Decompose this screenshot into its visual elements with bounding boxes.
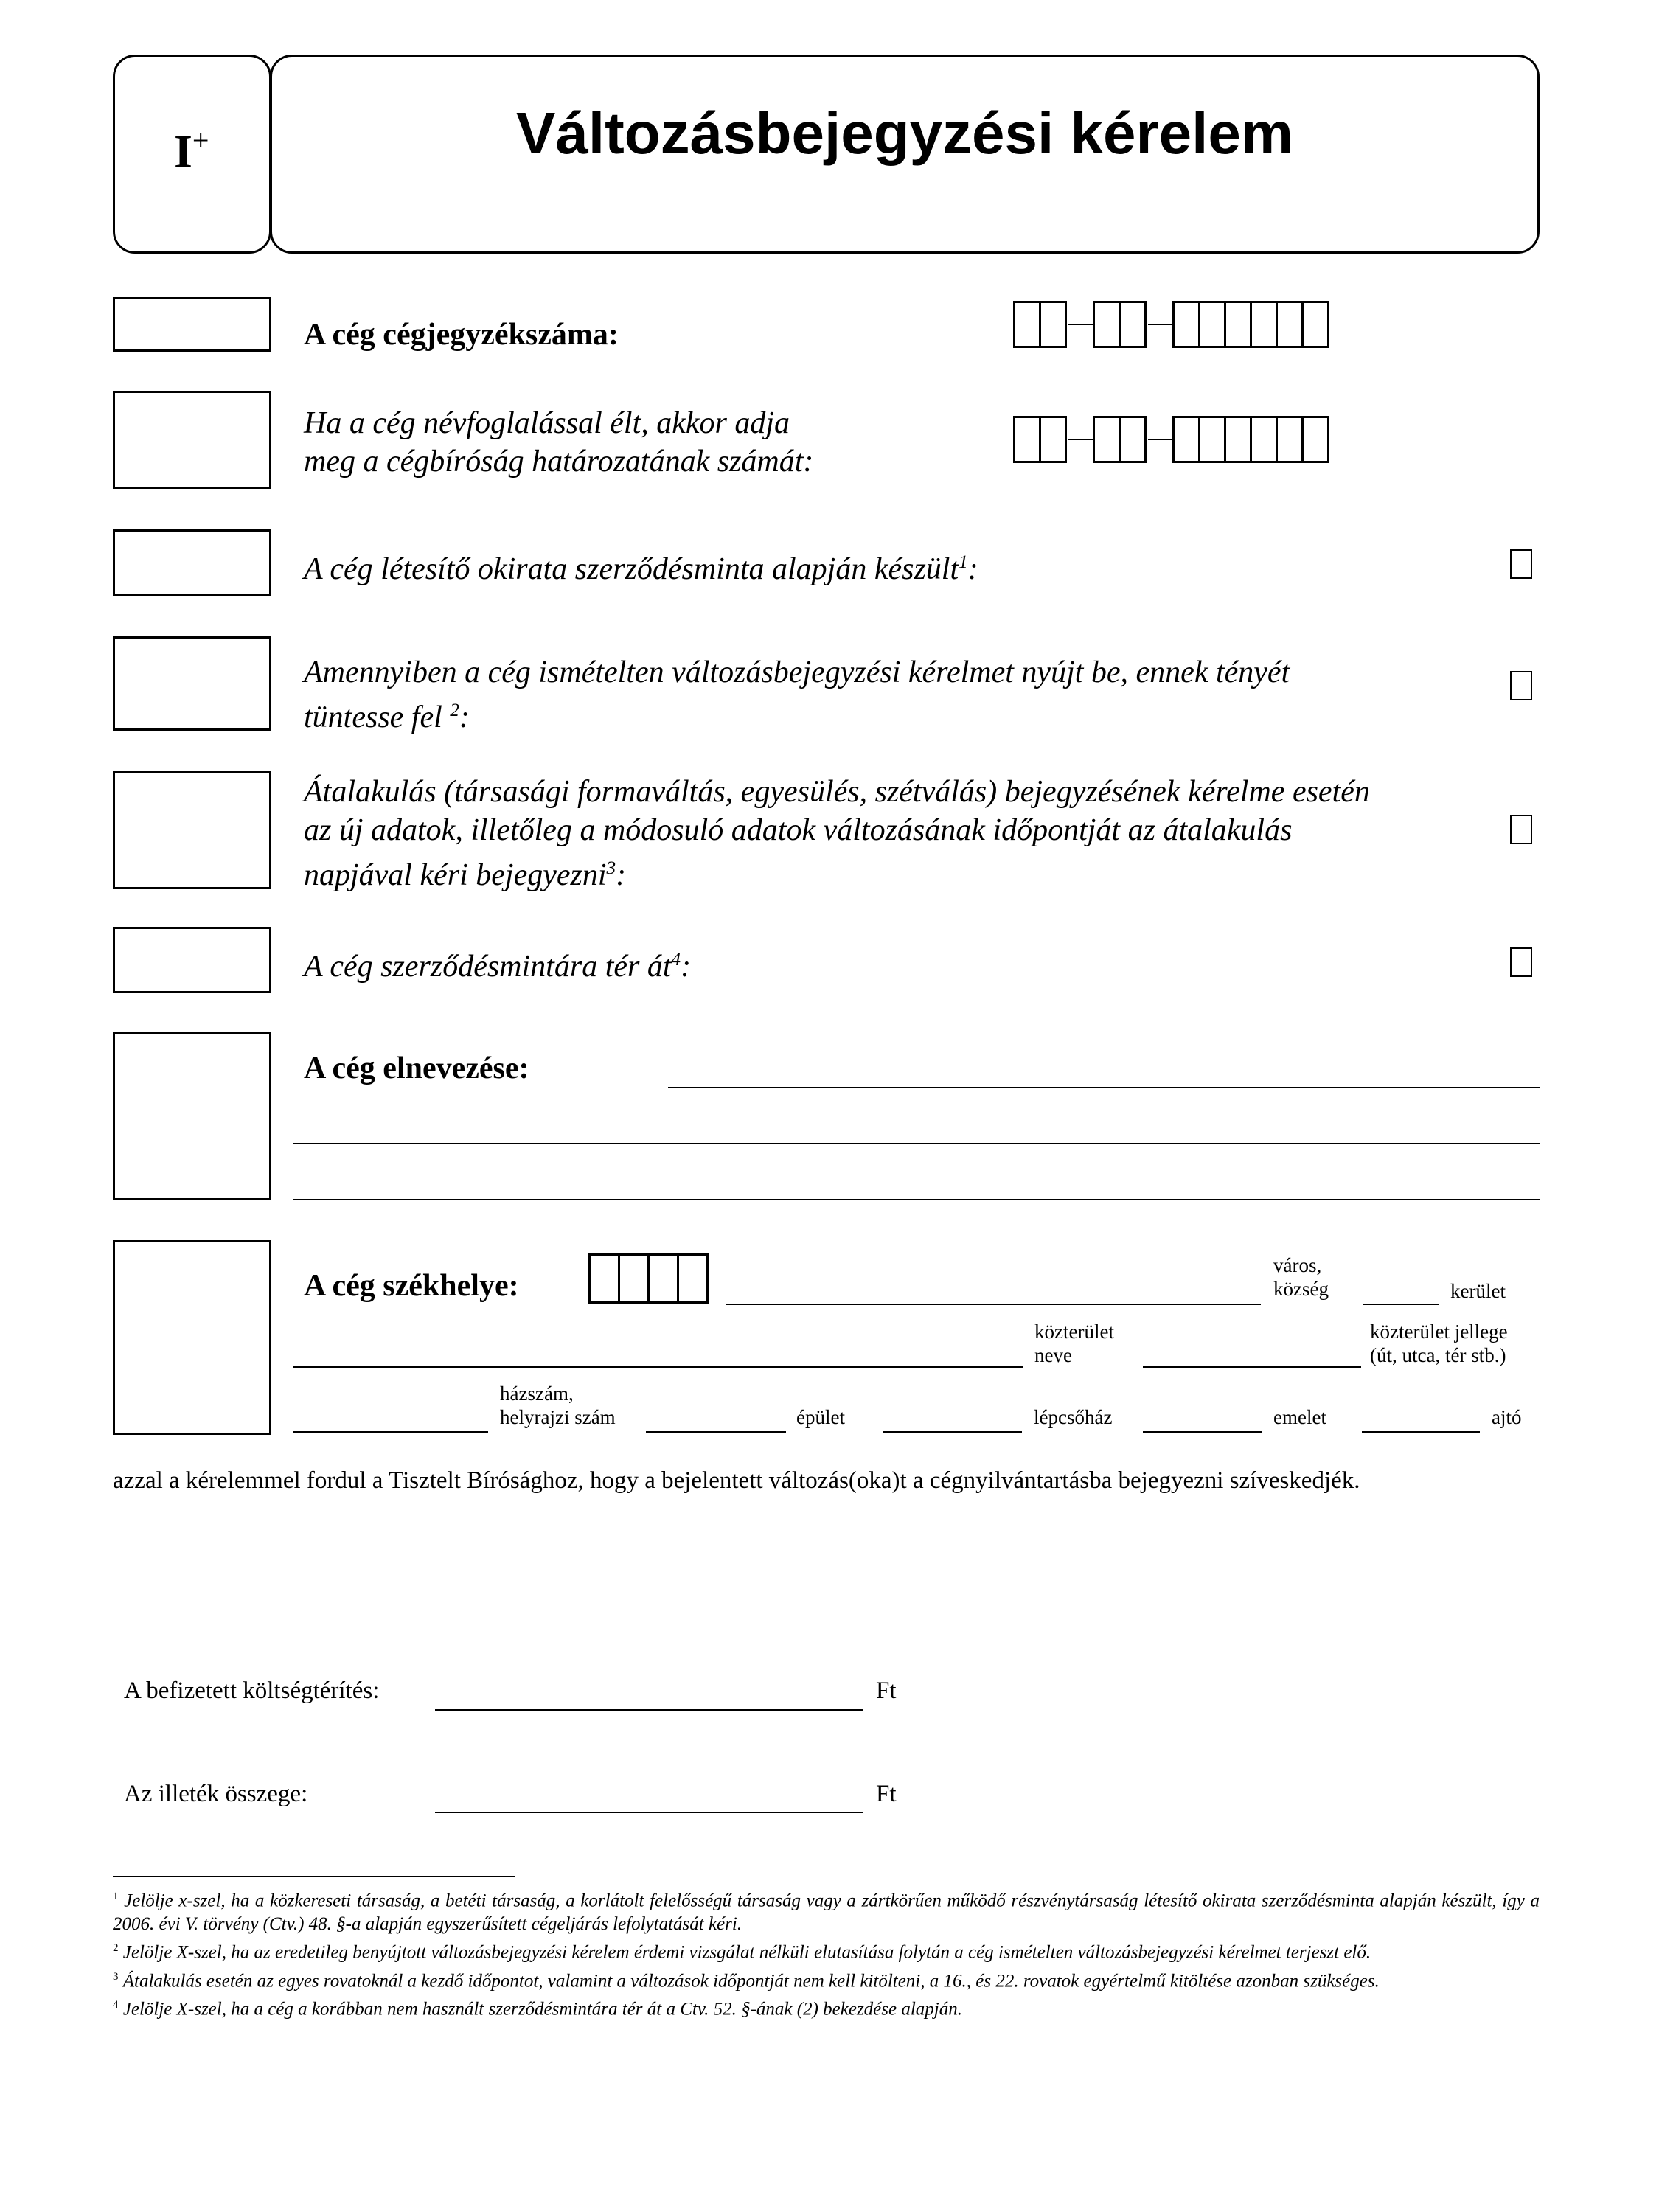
door-line[interactable]	[1362, 1431, 1480, 1433]
cost-input-line[interactable]	[435, 1709, 863, 1711]
name-reservation-label: Ha a cég névfoglalással élt, akkor adja meg a cégbíróság határozatának számát:	[304, 406, 814, 479]
company-name-label: A cég elnevezése:	[304, 1051, 529, 1085]
floor-line[interactable]	[1143, 1431, 1262, 1433]
court-decision-number-input[interactable]	[1013, 416, 1329, 463]
field-number-box-8[interactable]	[113, 1240, 271, 1435]
building-line[interactable]	[646, 1431, 786, 1433]
street-type-label: közterület jellege (út, utca, tér stb.)	[1370, 1321, 1508, 1366]
footnote-separator	[113, 1876, 515, 1877]
switch-template-label: A cég szerződésmintára tér $át^4$:	[304, 950, 692, 984]
page-title: Változásbejegyzési kérelem	[516, 100, 1293, 166]
repeat-checkbox[interactable]	[1510, 671, 1532, 700]
stairs-line[interactable]	[883, 1431, 1022, 1433]
transformation-checkbox[interactable]	[1510, 815, 1532, 844]
street-name-label: közterület neve	[1034, 1321, 1114, 1366]
footnote-2: $^2$ Jelölje X-szel, ha az eredetileg benyújtott változásbejegyzési kérelem érdemi vizsgálat nélküli elutasítása folytán a cég ismételten változásbejegyzési kérelmet terjeszt elő.	[113, 1942, 1371, 1963]
house-number-label: házszám, helyrajzi szám	[500, 1382, 616, 1428]
footnote-1: $^1$ Jelölje x-szel, ha a közkereseti társaság, a betéti társaság, a korlátolt felelősségű társaság vagy a zártkörűen működő részvénytársaság létesítő okirata szerződésminta alapján készült, így a 2006. évi V. törvény (Ctv.) 48. §-a alapján egyszerűsített cégeljárás lefolytatását kéri.	[113, 1891, 1540, 1935]
duty-label: Az illeték összege:	[124, 1781, 308, 1807]
company-name-line-2[interactable]	[293, 1143, 1540, 1144]
switch-template-checkbox[interactable]	[1510, 947, 1532, 977]
header-title-box	[270, 55, 1540, 254]
stairs-label: lépcsőház	[1034, 1406, 1113, 1428]
city-label: város, község	[1273, 1254, 1329, 1300]
duty-input-line[interactable]	[435, 1812, 863, 1813]
seat-label: A cég székhelye:	[304, 1269, 519, 1303]
field-number-box-7[interactable]	[113, 1032, 271, 1200]
house-number-line[interactable]	[293, 1431, 488, 1433]
district-label: kerület	[1450, 1280, 1506, 1302]
template-checkbox[interactable]	[1510, 549, 1532, 579]
street-type-line[interactable]	[1143, 1366, 1361, 1368]
city-line[interactable]	[726, 1304, 1261, 1305]
form-code: I+	[174, 124, 209, 178]
transformation-label: Átalakulás (társasági formaváltás, egyesülés, szétválás) bejegyzésének kérelme esetén az új adatok, illetőleg a módosuló adatok változásának időpontját az átalakulás napjával kéri bejegyezni$^3$:	[304, 775, 1370, 892]
field-number-box-2[interactable]	[113, 391, 271, 489]
footnote-4: $^4$ Jelölje X-szel, ha a cég a korábban nem használt szerződésmintára tér át a Ctv. 52. §-ának (2) bekezdése alapján.	[113, 1998, 962, 2020]
request-body-text: azzal a kérelemmel fordul a Tisztelt Bírósághoz, hogy a bejelentett változás(oka)t a cégnyilvántartásba bejegyezni szíveskedjék.	[113, 1467, 1360, 1494]
field-number-box-1[interactable]	[113, 297, 271, 352]
field-number-box-5[interactable]	[113, 771, 271, 889]
header-left-box	[113, 55, 271, 254]
postal-code-input[interactable]	[588, 1253, 709, 1304]
field-number-box-6[interactable]	[113, 927, 271, 993]
field-number-box-3[interactable]	[113, 529, 271, 596]
repeat-label: Amennyiben a cég ismételten változásbejegyzési kérelmet nyújt be, ennek tényét tüntesse fel $^2$:	[304, 655, 1290, 734]
district-line[interactable]	[1363, 1304, 1439, 1305]
registry-number-input[interactable]	[1013, 301, 1329, 348]
company-name-line-1[interactable]	[668, 1087, 1540, 1088]
building-label: épület	[796, 1406, 845, 1428]
registry-number-label: A cég cégjegyzékszáma:	[304, 318, 619, 352]
street-name-line[interactable]	[293, 1366, 1023, 1368]
duty-unit: Ft	[876, 1781, 897, 1807]
footnote-3: $^3$ Átalakulás esetén az egyes rovatoknál a kezdő időpontot, valamint a változások időpontját nem kell kitölteni, a 16., és 22. rovatok egyértelmű kitöltése azonban szükséges.	[113, 1970, 1380, 1991]
floor-label: emelet	[1273, 1406, 1326, 1428]
cost-label: A befizetett költségtérítés:	[124, 1677, 380, 1704]
template-label: A cég létesítő okirata szerződésminta alapján készült$^1$:	[304, 552, 978, 586]
field-number-box-4[interactable]	[113, 636, 271, 731]
footnotes	[113, 1885, 1540, 2021]
cost-unit: Ft	[876, 1677, 897, 1704]
company-name-line-3[interactable]	[293, 1199, 1540, 1200]
door-label: ajtó	[1492, 1406, 1522, 1428]
